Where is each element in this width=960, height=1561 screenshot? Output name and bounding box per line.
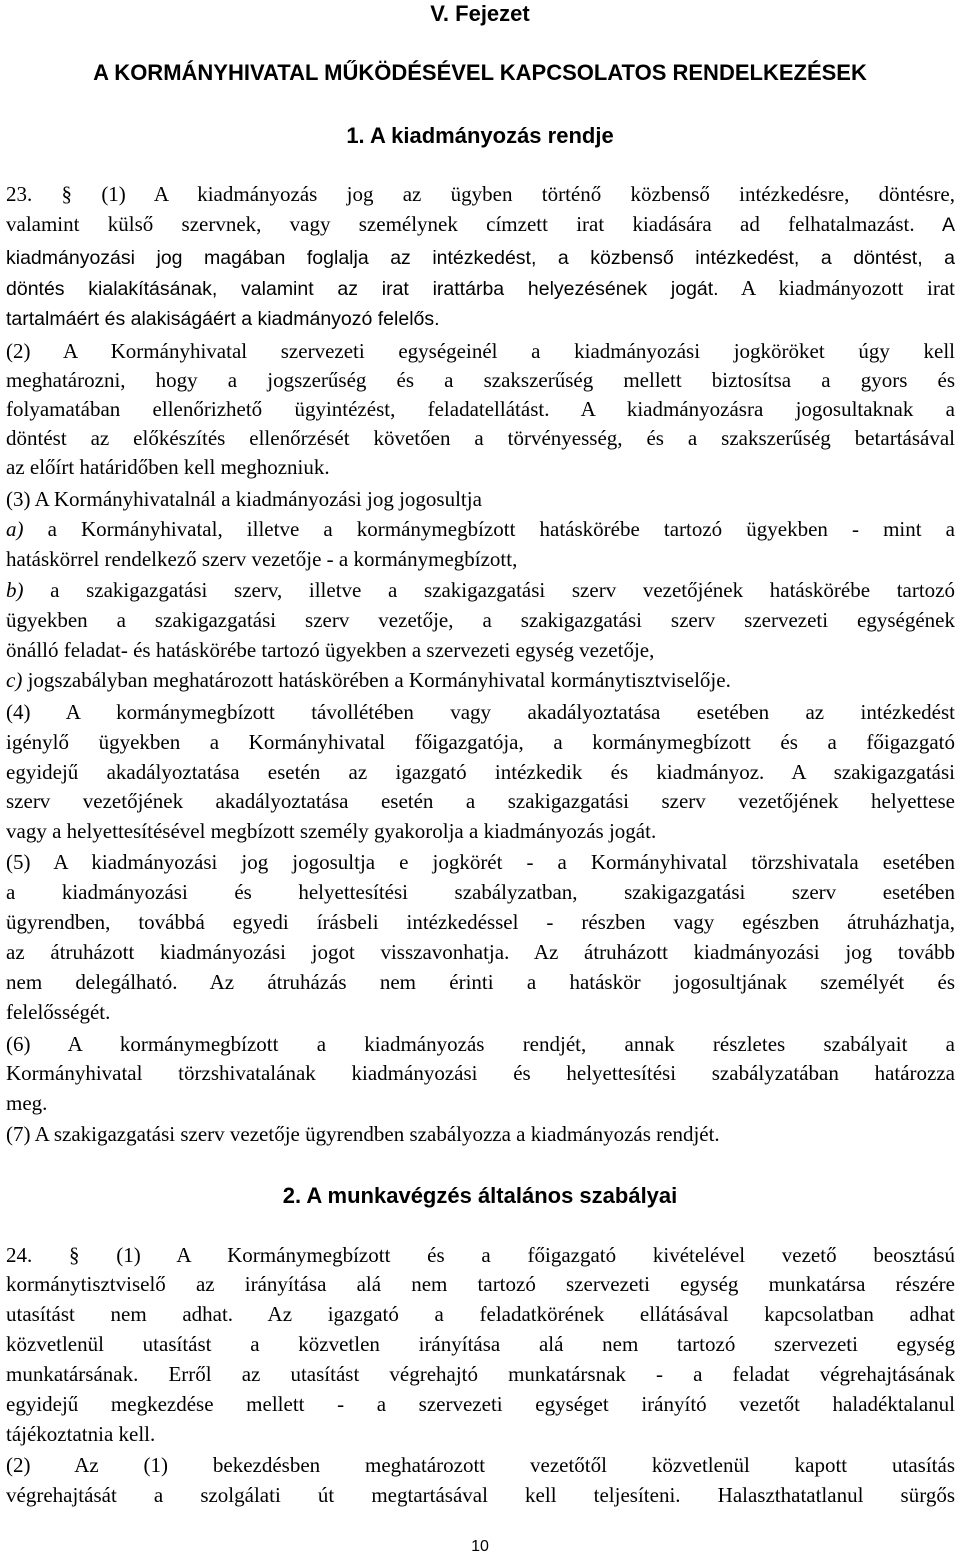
text-line: (6) A kormánymegbízott a kiadmányozás rendjét, annak részletes szabályait a	[6, 1032, 955, 1056]
text-run: a szakigazgatási szerv, illetve a szakigazgatási szerv vezetőjének hatáskörébe tartozó	[23, 578, 955, 602]
text-line: igénylő ügyekben a Kormányhivatal főigazgatója, a kormánymegbízott és a főigazgató	[6, 730, 955, 754]
text-line: szerv vezetőjének akadályoztatása esetén a szakigazgatási szerv vezetőjének helyettese	[6, 789, 955, 813]
text-run: A kiadmányozásra jogosultaknak a	[549, 397, 955, 421]
text-line	[6, 275, 955, 303]
text-run: A kiadmányozott irat	[718, 276, 955, 300]
text-run: valamint külső szervnek, vagy személynek címzett irat kiadására ad felhatalmazást.	[6, 212, 915, 236]
section-heading-munkavegzes: 2. A munkavégzés általános szabályai	[282, 1183, 678, 1208]
text-run: döntés kialakításának, valamint az irat irattárba helyezésének jogát.	[6, 278, 719, 300]
text-line: nem delegálható. Az átruházás nem érinti a hatáskör jogosultjának személyét és	[6, 970, 955, 994]
text-line: vagy a helyettesítésével megbízott személy gyakorolja a kiadmányozás jogát.	[6, 819, 657, 843]
text-run: jogszabályban meghatározott hatáskörében a Kormányhivatal kormánytisztviselője.	[22, 668, 731, 692]
section-heading-kiadmanyozas: 1. A kiadmányozás rendje	[346, 123, 614, 148]
text-line: (4) A kormánymegbízott távollétében vagy akadályoztatása esetében az intézkedést	[6, 700, 955, 724]
text-line: (2) Az (1) bekezdésben meghatározott vezetőtől közvetlenül kapott utasítás	[6, 1453, 955, 1477]
text-line	[6, 667, 955, 694]
text-line: a kiadmányozási és helyettesítési szabályzatban, szakigazgatási szerv esetében	[6, 880, 955, 904]
text-line: hatáskörrel rendelkező szerv vezetője - a kormánymegbízott,	[6, 547, 518, 571]
text-line	[6, 396, 955, 423]
text-line: az előírt határidőben kell meghozniuk.	[6, 455, 330, 479]
text-line: (5) A kiadmányozási jog jogosultja e jogkörét - a Kormányhivatal törzshivatala esetében	[6, 850, 955, 874]
text-line: felelősségét.	[6, 1000, 111, 1024]
text-line: ügyrendben, továbbá egyedi írásbeli intézkedéssel - részben vagy egészben átruházhatja,	[6, 910, 955, 934]
text-line: tájékoztatnia kell.	[6, 1422, 156, 1446]
text-line: döntést az előkészítés ellenőrzését követően a törvényesség, és a szakszerűség betartásával	[6, 426, 955, 450]
text-line: (2) A Kormányhivatal szervezeti egységeinél a kiadmányozási jogköröket úgy kell	[6, 339, 955, 363]
page-number: 10	[471, 1538, 489, 1555]
text-line: egyidejű akadályoztatása esetén az igazgató intézkedik és kiadmányoz. A szakigazgatási	[6, 760, 955, 784]
text-line: közvetlenül utasítást a közvetlen irányítása alá nem tartozó szervezeti egység	[6, 1332, 955, 1356]
text-line: egyidejű megkezdése mellett - a szervezeti egységet irányító vezetőt haladéktalanul	[6, 1392, 955, 1416]
text-line: kiadmányozási jog magában foglalja az intézkedést, a közbenső intézkedést, a döntést, a	[6, 247, 955, 269]
list-label-a: a)	[6, 517, 24, 541]
text-line: 24. § (1) A Kormánymegbízott és a főigazgató kivételével vezető beosztású	[6, 1243, 955, 1267]
text-line: ügyekben a szakigazgatási szerv vezetője, a szakigazgatási szerv szervezeti egységének	[6, 608, 955, 632]
text-run: A	[914, 214, 955, 236]
text-line: Kormányhivatal törzshivatalának kiadmányozási és helyettesítési szabályzatában határozza	[6, 1061, 955, 1085]
text-line: az átruházott kiadmányozási jogot visszavonhatja. Az átruházott kiadmányozási jog tovább	[6, 940, 955, 964]
text-line: meg.	[6, 1091, 48, 1115]
text-line: kormánytisztviselő az irányítása alá nem tartozó szervezeti egység munkatársa részére	[6, 1272, 955, 1296]
list-label-b: b)	[6, 578, 24, 602]
list-label-c: c)	[6, 668, 23, 692]
text-line: tartalmáért és alakiságáért a kiadmányozó felelős.	[6, 308, 440, 330]
chapter-heading: V. Fejezet	[430, 1, 530, 26]
text-line: munkatársának. Erről az utasítást végrehajtó munkatársnak - a feladat végrehajtásának	[6, 1362, 955, 1386]
text-line: (3) A Kormányhivatalnál a kiadmányozási jog jogosultja	[6, 487, 482, 511]
text-line: (7) A szakigazgatási szerv vezetője ügyrendben szabályozza a kiadmányozás rendjét.	[6, 1122, 720, 1146]
text-line	[6, 516, 955, 543]
text-line	[6, 577, 955, 604]
text-run: a Kormányhivatal, illetve a kormánymegbízott hatáskörébe tartozó ügyekben - mint a	[23, 517, 955, 541]
text-line	[6, 211, 955, 239]
text-line: meghatározni, hogy a jogszerűség és a szakszerűség mellett biztosítsa a gyors és	[6, 368, 955, 392]
text-run: folyamatában ellenőrizhető ügyintézést, feladatellátást.	[6, 397, 550, 421]
chapter-title: A KORMÁNYHIVATAL MŰKÖDÉSÉVEL KAPCSOLATOS RENDELKEZÉSEK	[93, 60, 867, 85]
text-line: önálló feladat- és hatáskörébe tartozó ügyekben a szervezeti egység vezetője,	[6, 638, 655, 662]
text-line: utasítást nem adhat. Az igazgató a feladatkörének ellátásával kapcsolatban adhat	[6, 1302, 955, 1326]
text-line: 23. § (1) A kiadmányozás jog az ügyben történő közbenső intézkedésre, döntésre,	[6, 182, 955, 206]
text-line: végrehajtását a szolgálati út megtartásával kell teljesíteni. Halaszthatatlanul sürgős	[6, 1483, 955, 1507]
